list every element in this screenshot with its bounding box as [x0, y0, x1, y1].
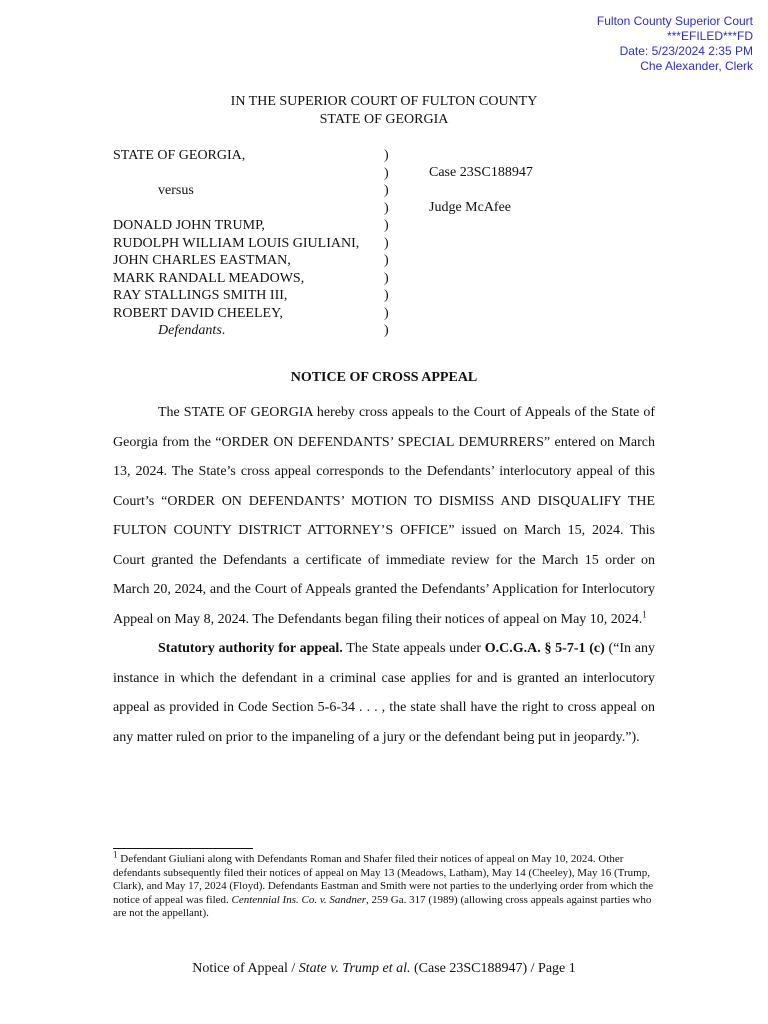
case-info — [429, 164, 533, 217]
stamp-date: Date: 5/23/2024 2:35 PM — [619, 44, 753, 58]
defendant-name: MARK RANDALL MEADOWS, — [113, 270, 305, 286]
case-caption — [113, 147, 359, 340]
paragraph-2: Statutory authority for appeal. The State appeals under O.C.G.A. § 5-7-1 (c) (“In any instance in which the defendant in a criminal case applies for and is granted an interlocutory appeal as provided in Code Section 5-6-34 . . . , the state shall have the right to cross appeal on any matter ruled on prior to the impaneling of a jury or the defendant being put in jeopardy.”). — [113, 641, 655, 745]
footnote-mark: 1 — [113, 849, 118, 860]
footnote-divider — [113, 848, 253, 849]
caption-parentheses: ) ) ) ) ) ) ) ) ) ) ) — [384, 148, 389, 338]
defendant-name: ROBERT DAVID CHEELEY, — [113, 305, 283, 321]
case-citation: Centennial Ins. Co. v. Sandner — [231, 893, 367, 906]
court-name: IN THE SUPERIOR COURT OF FULTON COUNTY — [230, 94, 538, 109]
defendant-name: RUDOLPH WILLIAM LOUIS GIULIANI, — [113, 235, 360, 251]
document-body — [113, 398, 655, 752]
paragraph-1: The STATE OF GEORGIA hereby cross appeals to the Court of Appeals of the State of Georgia from the “ORDER ON DEFENDANTS’ SPECIAL DEMURRERS” entered on March 13, 2024. The State’s cross appeal corresponds to the Defendants’ interlocutory appeal of this Court’s “ORDER ON DEFENDANTS’ MOTION TO DISMISS AND DISQUALIFY THE FULTON COUNTY DISTRICT ATTORNEY’S OFFICE” issued on March 15, 2024. This Court granted the Defendants a certificate of immediate review for the March 15 order on March 20, 2024, and the Court of Appeals granted the Defendants’ Application for Interlocutory Appeal on May 8, 2024. The Defendants began filing their notices of appeal on May 10, 2024.$^1$ — [113, 405, 655, 627]
court-state: STATE OF GEORGIA — [319, 112, 449, 127]
page-footer: Notice of Appeal / State v. Trump et al. (Case 23SC188947) / Page 1 — [192, 961, 576, 976]
plaintiff: STATE OF GEORGIA, — [113, 148, 246, 163]
document-title: NOTICE OF CROSS APPEAL — [290, 370, 478, 385]
defendant-name: DONALD JOHN TRUMP, — [113, 218, 265, 233]
paragraph-heading: Statutory authority for appeal. — [158, 641, 343, 656]
stamp-efiled: ***EFILED***FD — [666, 29, 753, 43]
versus: versus — [158, 183, 194, 198]
judge-name: Judge McAfee — [429, 200, 512, 215]
defendant-name: RAY STALLINGS SMITH III, — [113, 288, 288, 303]
footnote: $^1$ Defendant Giuliani along with Defendants Roman and Shafer filed their notices of appeal on May 10, 2024. Other defendants subsequently filed their notices of appeal on May 13 (Meadows, Latham), May 14 (Cheeley), May 16 (Trump, Clark), and May 17, 2024 (Floyd). Defendants Eastman and Smith were not parties to the underlying order from which the notice of appeal was filed. Centennial Ins. Co. v. Sandner, 259 Ga. 317 (1989) (allowing cross appeals against parties who are not the appellant). — [113, 849, 654, 919]
stamp-court: Fulton County Superior Court — [596, 14, 753, 28]
case-number: Case 23SC188947 — [429, 165, 533, 180]
court-heading — [0, 93, 768, 129]
stamp-clerk: Che Alexander, Clerk — [640, 59, 753, 73]
defendants-label: Defendants. — [158, 323, 226, 338]
efile-stamp — [597, 14, 753, 74]
footnote-reference: 1 — [642, 608, 647, 619]
defendant-name: JOHN CHARLES EASTMAN, — [113, 253, 291, 268]
statute-citation: O.C.G.A. § 5-7-1 (c) — [484, 641, 605, 656]
